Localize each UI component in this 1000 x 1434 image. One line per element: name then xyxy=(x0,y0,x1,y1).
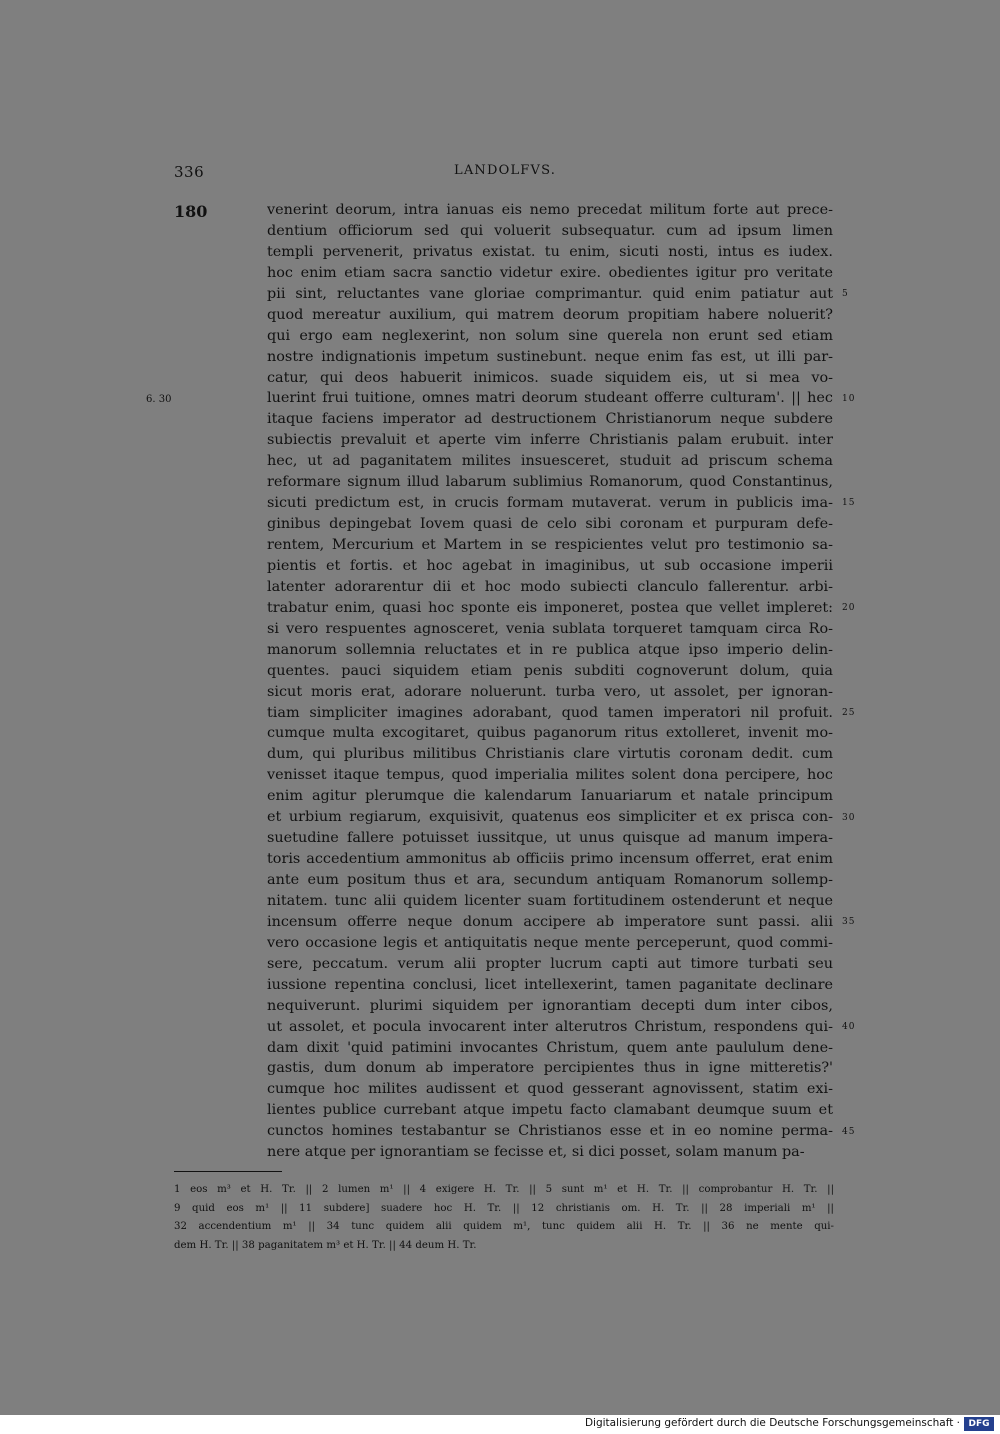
note-line: dem H. Tr. || 38 paganitatem m³ et H. Tr. || 44 deum H. Tr. xyxy=(174,1239,477,1251)
text-line: cunctos homines testabantur se Christianos esse et in eo nomine perma- xyxy=(267,1123,833,1140)
text-line: lientes publice currebant atque impetu facto clamabant deumque suum et xyxy=(267,1102,833,1119)
dfg-logo: DFG xyxy=(964,1417,994,1431)
text-line: gastis, dum donum ab imperatore percipientes thus in igne mitteretis?' xyxy=(267,1060,833,1077)
text-line: nere atque per ignorantiam se fecisse et, si dici posset, solam manum pa- xyxy=(267,1144,805,1161)
text-line: sere, peccatum. verum alii propter lucrum capti aut timore turbati seu xyxy=(267,955,833,972)
text-line: quentes. pauci siquidem etiam penis subditi cognoverunt dolum, quia xyxy=(267,662,833,679)
text-line: hec, ut ad paganitatem milites insuesceret, studuit ad priscum schema xyxy=(267,453,833,470)
page-number: 336 xyxy=(174,163,205,181)
text-line: ut assolet, et pocula invocarent inter alterutros Christum, respondens qui- xyxy=(267,1018,833,1035)
footer-bar xyxy=(0,1415,1000,1434)
body-text xyxy=(267,200,833,1163)
text-line: subiectis prevaluit et aperte vim inferre Christianis palam erubuit. inter xyxy=(267,432,833,449)
text-line: quod mereatur auxilium, qui matrem deorum propitiam habere noluerit? xyxy=(267,306,833,323)
text-line: nitatem. tunc alii quidem licenter suam fortitudinem ostenderunt et neque xyxy=(267,892,833,909)
text-line: catur, qui deos habuerit inimicos. suade siquidem eis, ut si mea vo- xyxy=(267,369,833,386)
text-line: qui ergo eam neglexerint, non solum sine querela non erunt sed etiam xyxy=(267,327,833,344)
margin-line-number: 35 xyxy=(842,917,856,928)
text-line: enim agitur plerumque die kalendarum Ianuariarum et natale principum xyxy=(267,788,833,805)
text-line: templi pervenerit, privatus existat. tu enim, sicuti nosti, intus es iudex. xyxy=(267,243,833,260)
text-line: suetudine fallere potuisset iussitque, ut unus quisque ad manum impera- xyxy=(267,830,833,847)
text-line: rentem, Mercurium et Martem in se respicientes velut pro testimonio sa- xyxy=(267,537,833,553)
text-line: pii sint, reluctantes vane gloriae comprimantur. quid enim patiatur aut xyxy=(267,285,833,302)
text-line: cumque multa excogitaret, quibus paganorum ritus extolleret, invenit mo- xyxy=(267,725,833,742)
text-line: dam dixit 'quid patimini invocantes Christum, quem ante paululum dene- xyxy=(267,1039,833,1056)
margin-line-number: 20 xyxy=(842,603,856,614)
text-line: ante eum positum thus et ara, secundum antiquam Romanorum sollemp- xyxy=(267,872,833,888)
footer-credit: Digitalisierung gefördert durch die Deutsche Forschungsgemeinschaft · xyxy=(584,1417,960,1429)
text-line: dum, qui pluribus militibus Christianis clare virtutis coronam dedit. cum xyxy=(267,746,833,763)
text-line: tiam simpliciter imagines adorabant, quod tamen imperatori nil profuit. xyxy=(267,704,833,721)
text-line: venisset itaque tempus, quod imperialia milites solent dona percipere, hoc xyxy=(267,767,833,784)
text-line: incensum offerre neque donum accipere ab imperatore sunt passi. alii xyxy=(267,913,833,930)
text-line: nostre indignationis impetum sustinebunt. neque enim fas est, ut illi par- xyxy=(267,348,833,365)
text-line: toris accedentium ammonitus ab officiis primo incensum offerret, erat enim xyxy=(267,851,833,868)
margin-line-number: 5 xyxy=(842,288,849,299)
text-line: trabatur enim, quasi hoc sponte eis imponeret, postea que vellet impleret: xyxy=(267,599,833,616)
side-reference: 6. 30 xyxy=(146,394,172,405)
text-line: venerint deorum, intra ianuas eis nemo precedat militum forte aut prece- xyxy=(267,202,833,218)
section-number: 180 xyxy=(174,202,208,221)
text-line: itaque faciens imperator ad destructionem Christianorum neque subdere xyxy=(267,411,833,428)
footnote-rule xyxy=(174,1171,282,1172)
running-head: LANDOLFVS. xyxy=(454,163,557,178)
text-line: manorum sollemnia reluctates et in re publica atque ipso imperio delin- xyxy=(267,641,833,658)
text-line: et urbium regiarum, exquisivit, quatenus eos simpliciter et ex prisca con- xyxy=(267,809,833,826)
text-line: vero occasione legis et antiquitatis neque mente perceperunt, quod commi- xyxy=(267,934,833,951)
text-line: cumque hoc milites audissent et quod gesserant agnovissent, statim exi- xyxy=(267,1081,833,1098)
text-line: nequiverunt. plurimi siquidem per ignorantiam decepti dum inter cibos, xyxy=(267,997,833,1014)
margin-line-number: 15 xyxy=(842,498,856,509)
margin-line-number: 40 xyxy=(842,1022,856,1033)
text-line: latenter adorarentur dii et hoc modo subiecti clanculo fallerentur. arbi- xyxy=(267,578,833,595)
text-line: sicut moris erat, adorare noluerunt. turba vero, ut assolet, per ignoran- xyxy=(267,683,833,700)
text-line: luerint frui tuitione, omnes matri deorum studeant offerre culturam'. || hec xyxy=(267,390,833,407)
text-line: iussione repentina conclusi, licet intellexerint, tamen paganitate declinare xyxy=(267,976,833,993)
text-line: hoc enim etiam sacra sanctio videtur exire. obedientes igitur pro veritate xyxy=(267,264,833,281)
margin-line-number: 45 xyxy=(842,1126,856,1137)
note-line: 32 accendentium m¹ || 34 tunc quidem alii quidem m¹, tunc quidem alii H. Tr. || 36 ne mente qui- xyxy=(174,1221,834,1233)
text-line: si vero respuentes agnosceret, venia sublata torqueret tamquam circa Ro- xyxy=(267,620,833,637)
text-line: dentium officiorum sed qui voluerit subsequatur. cum ad ipsum limen xyxy=(267,222,833,239)
margin-line-number: 10 xyxy=(842,393,856,404)
note-line: 9 quid eos m¹ || 11 subdere] suadere hoc H. Tr. || 12 christianis om. H. Tr. || 28 imperiali m¹ || xyxy=(174,1202,834,1214)
text-line: reformare signum illud labarum sublimius Romanorum, quod Constantinus, xyxy=(267,474,833,491)
apparatus-notes xyxy=(174,1181,834,1255)
text-line: pientis et fortis. et hoc agebat in imaginibus, ut sub occasione imperii xyxy=(267,557,833,574)
text-line: sicuti predictum est, in crucis formam mutaverat. verum in publicis ima- xyxy=(267,495,833,512)
note-line: 1 eos m³ et H. Tr. || 2 lumen m¹ || 4 exigere H. Tr. || 5 sunt m¹ et H. Tr. || comprobantur H. Tr. || xyxy=(174,1184,834,1195)
text-line: ginibus depingebat Iovem quasi de celo sibi coronam et purpuram defe- xyxy=(267,516,833,533)
margin-line-number: 30 xyxy=(842,812,856,823)
margin-line-number: 25 xyxy=(842,707,856,718)
